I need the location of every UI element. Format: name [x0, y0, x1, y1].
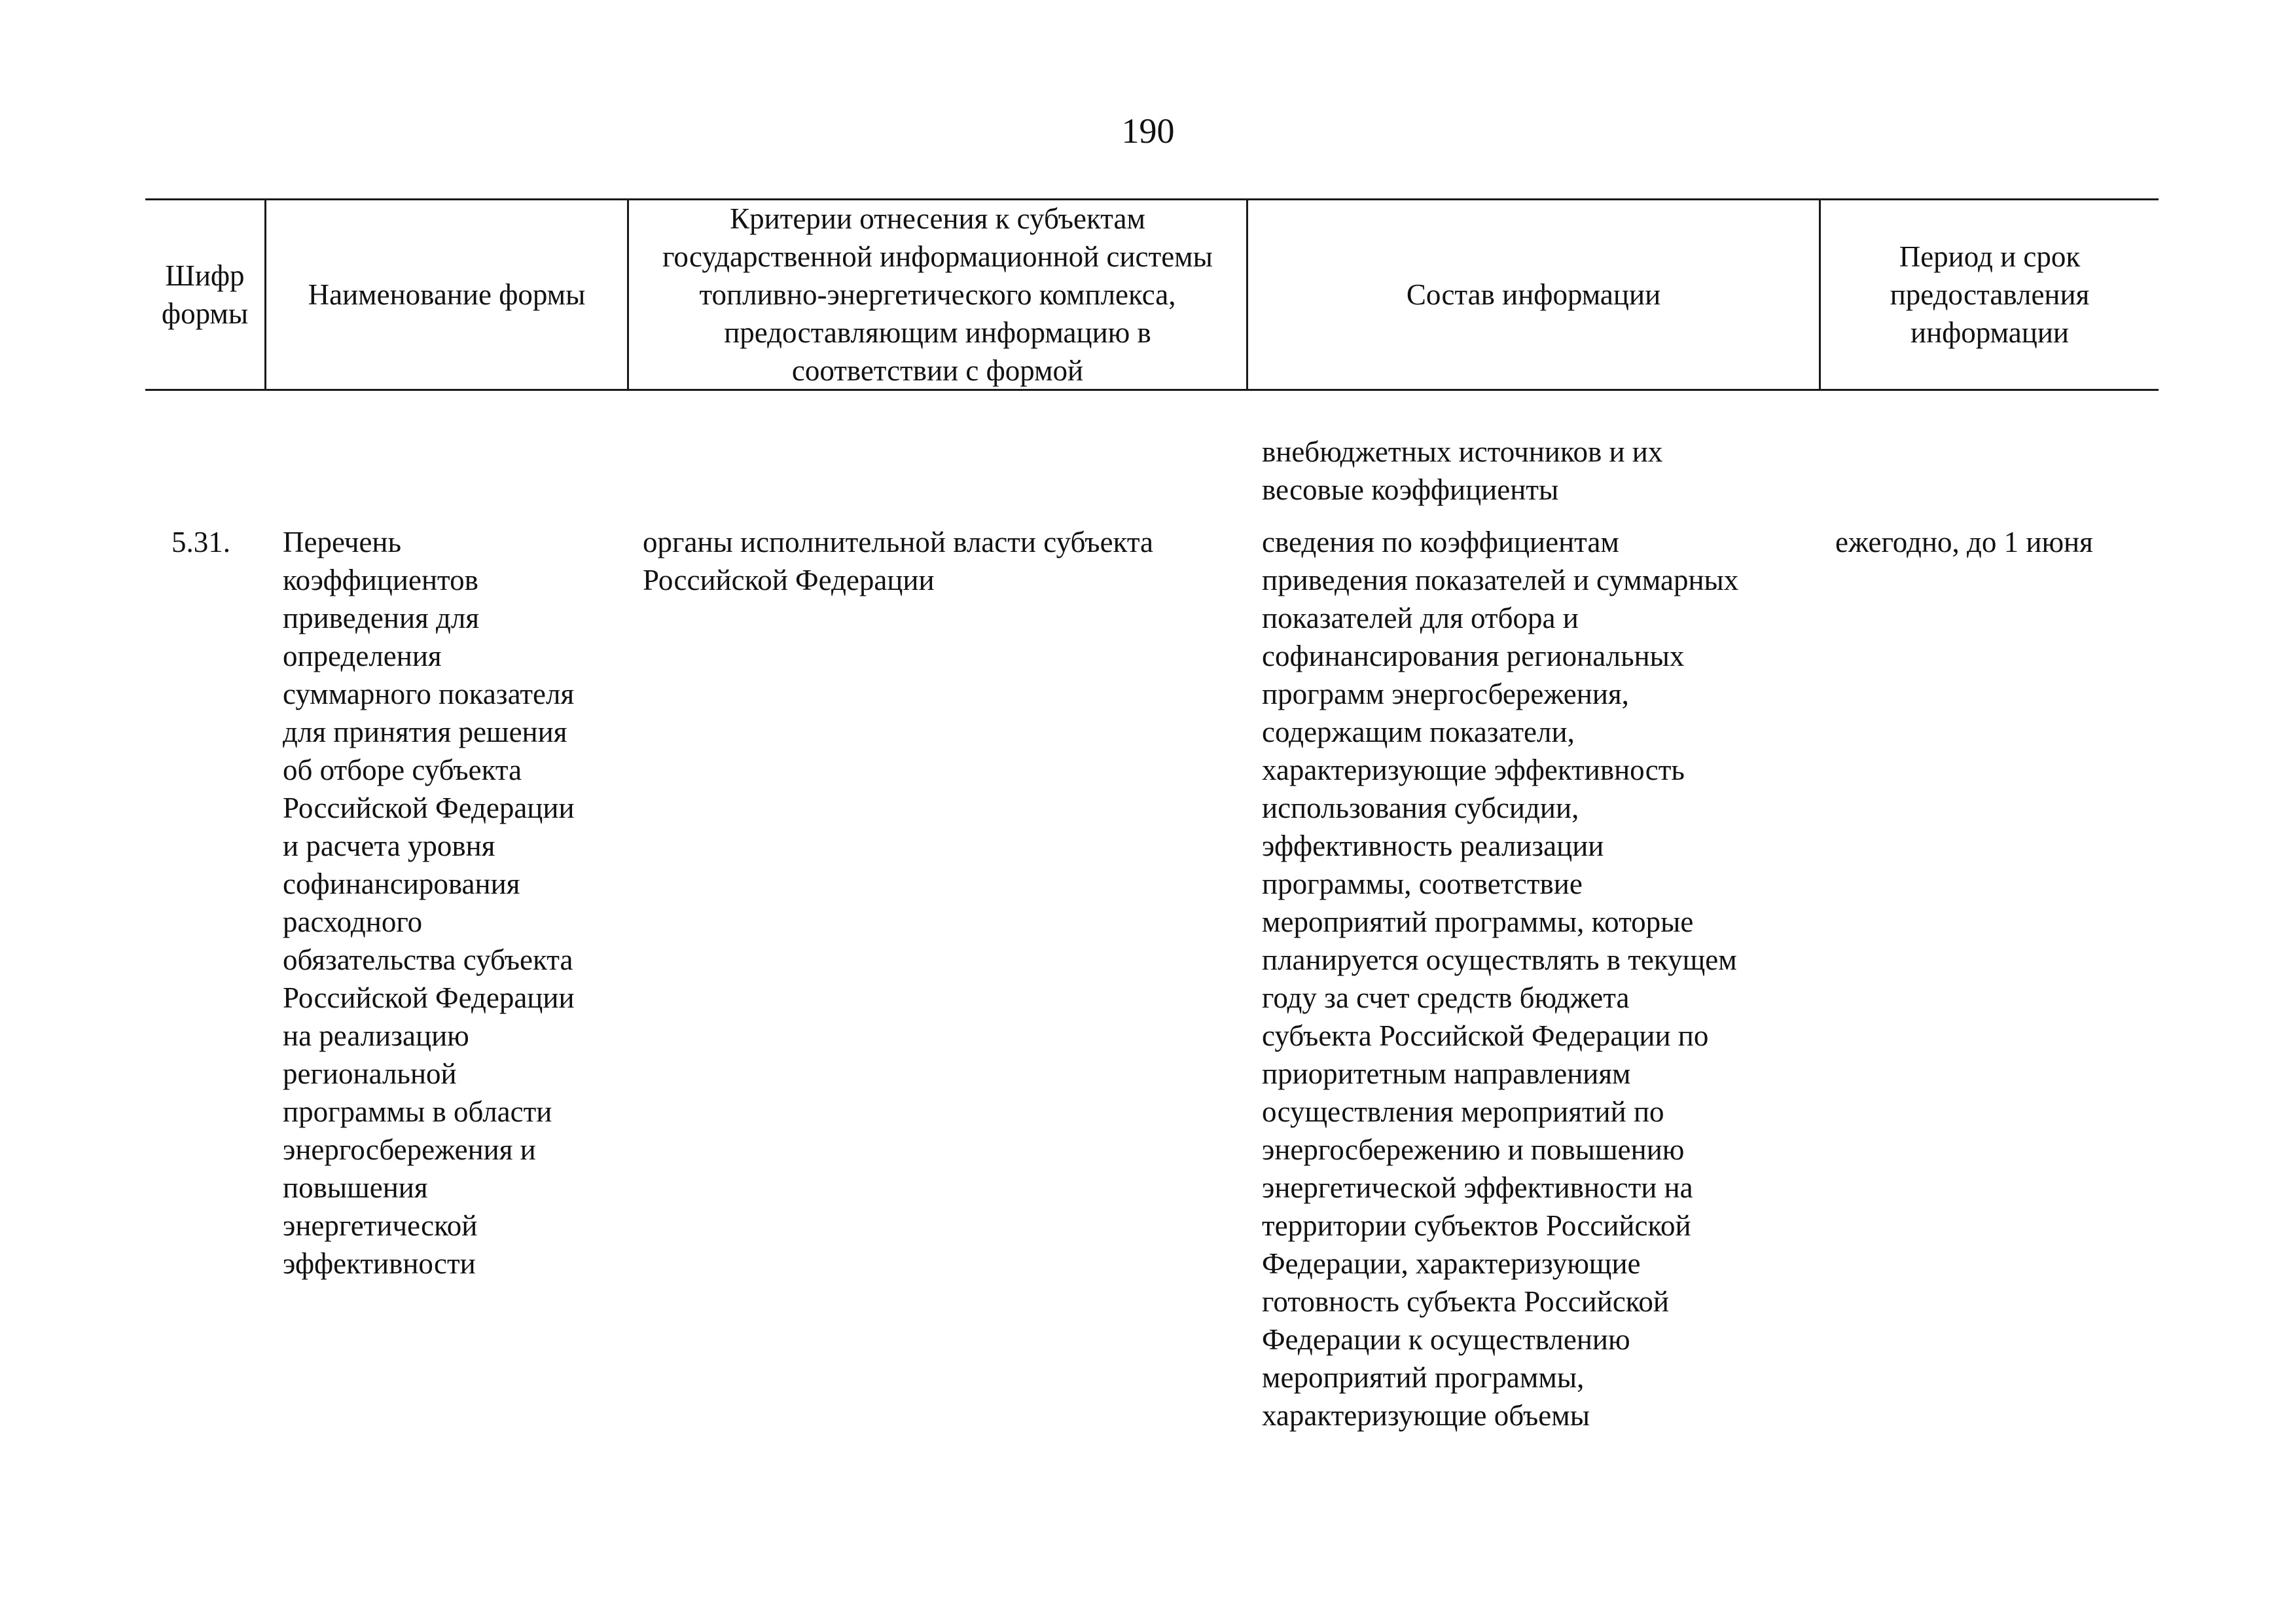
row-code: 5.31. [171, 526, 230, 558]
header-code: Шифр формы [161, 259, 249, 330]
header-period: Период и срок предоставления информации [1890, 240, 2090, 349]
row-period: ежегодно, до 1 июня [1835, 526, 2093, 558]
page-number: 190 [1121, 111, 1175, 151]
row-criteria: органы исполнительной власти субъекта Российской Федерации [643, 526, 1154, 596]
row-name: Перечень коэффициентов приведения для определения суммарного показателя для принятия решения об отборе субъекта Российской Федерации и расчета уровня софинансирования расходного обязательства субъекта Российской Федерации на реализацию региональной программы в области энергосбережения и повышения энергетической эффективности [283, 526, 575, 1280]
header-name: Наименование формы [308, 278, 586, 311]
row-content: сведения по коэффициентам приведения показателей и суммарных показателей для отбора и софинансирования региональных программ энергосбережения, содержащим показатели, характеризующие эффективность использования субсидии, эффективность реализации программы, соответствие мероприятий программы, которые планируется осуществлять в текущем году за счет средств бюджета субъекта Российской Федерации по приоритетным направлениям осуществления мероприятий по энергосбережению и повышению энергетической эффективности на территории субъектов Российской Федерации, характеризующие готовность субъекта Российской Федерации к осуществлению мероприятий программы, характеризующие объемы [1262, 526, 1739, 1432]
continuation-content: внебюджетных источников и их весовые коэффициенты [1262, 435, 1663, 506]
header-content: Состав информации [1406, 278, 1661, 311]
header-criteria: Критерии отнесения к субъектам государственной информационной системы топливно-энергетического комплекса, предоставляющим информацию в соответствии с формой [662, 202, 1213, 387]
